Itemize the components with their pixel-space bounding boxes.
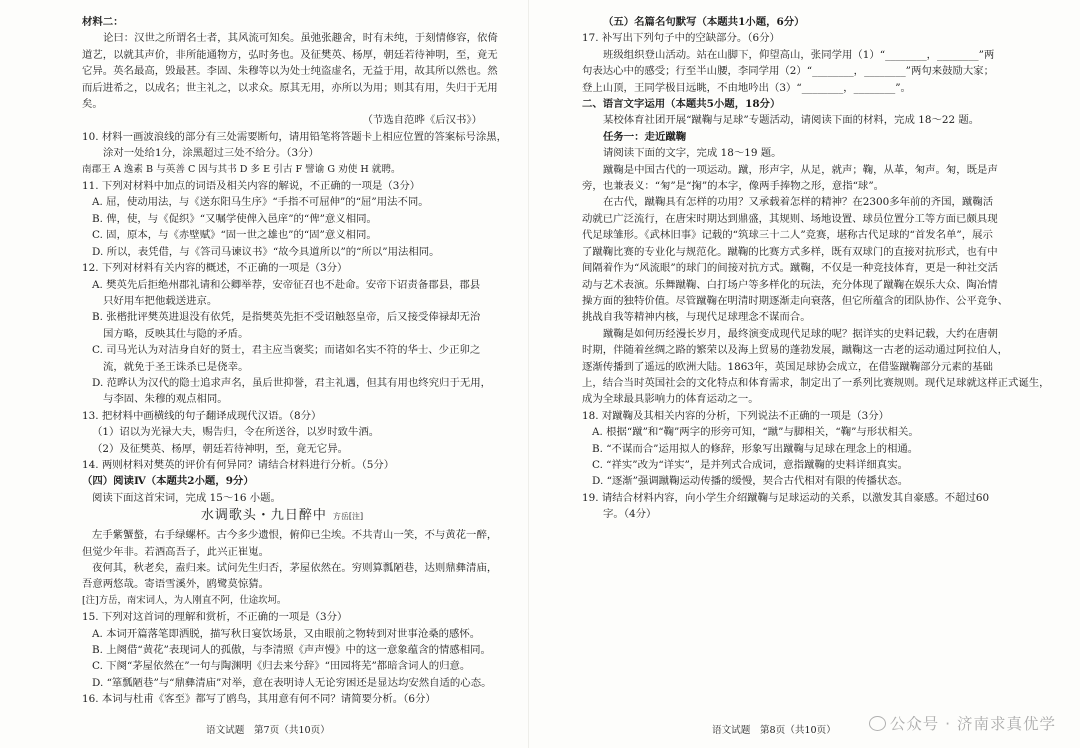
option-line: A. 本词开篇落笔即洒脱，描写秋日宴饮场景，又由眼前之物转到对世事沧桑的感怀。	[92, 627, 481, 640]
passage-line: 旁，也兼表义：“匊”是“掬”的本字，像两手捧物之形，意指“球”。	[582, 180, 885, 193]
option-line: B. 上阕借“黄花”表现词人的孤傲，与李清照《声声慢》中的这一意象蕴含的情感相同。	[92, 644, 491, 657]
passage-line: 动与艺术表演。乐舞蹴鞠、白打场户等多样化的玩法，充分体现了蹴鞠在娱乐大众、陶冶情	[582, 278, 998, 291]
option-line: 与李固、朱穆的观点相同。	[103, 393, 228, 406]
page-fold	[528, 0, 529, 748]
passage-line: 操方面的独特价值。尽管蹴鞠在明清时期逐渐走向衰落，但它所蕴含的团队协作、公平竞争、	[582, 294, 1009, 307]
question-16: 16. 本词与杜甫《客至》都写了鸥鸟，其用意有何不同？请简要分析。（6分）	[82, 693, 436, 706]
question-17-line: 班级组织登山活动。站在山脚下，仰望高山，张同学用（1）“________，________”两	[603, 48, 995, 61]
question-19-line: 字。（4分）	[603, 508, 657, 521]
passage-line: 蹴鞠是如何历经漫长岁月，最终演变成现代足球的呢？据详实的史料记载，大约在唐朝	[603, 327, 998, 340]
passage-line: 蹴鞠是中国古代的一项运动。蹴，形声字，从足，就声；鞠，从革，匊声。匊，既是声	[603, 163, 998, 176]
option-line: C. 下阕“茅屋依然在”一句与陶渊明《归去来兮辞》“田园将芜”都暗含词人的归意。	[92, 660, 471, 673]
section-instructions: 阅读下面这首宋词，完成 15～16 小题。	[92, 491, 281, 504]
translation-item: （1）诏以为光禄大夫，赐告归，令在所送谷，以岁时致牛酒。	[92, 426, 380, 439]
material-line: 而后进希之，以成名；世主礼之，以求众。原其无用，亦所以为用；则其有用，失归于无用	[82, 81, 498, 94]
question-14: 14. 两则材料对樊英的评价有何异同？请结合材料进行分析。（5分）	[82, 458, 395, 471]
poem-line: 夜何其，秋老矣，盍归来。试问先生归否，茅屋依然在。穷则算瓢陋巷，达则鼎彝清庙，	[92, 562, 498, 574]
poem-line: 吾意两悠哉。寄语雪溪外，鸥鹭莫惊猜。	[82, 578, 270, 591]
left-page-footer: 语文试题 第7页（共10页）	[206, 725, 330, 736]
poem-title: 水调歌头・九日醉中 方岳[注]	[200, 508, 364, 524]
option-line: B. “不谋而合”运用拟人的修辞，形象写出蹴鞠与足球在理念上的相通。	[592, 442, 919, 455]
passage-line: 时期，伴随着丝绸之路的繁荣以及海上贸易的蓬勃发展，蹴鞠这一古老的运动通过阿拉伯人，	[582, 344, 1009, 357]
poem-author: 方岳[注]	[332, 512, 364, 522]
question-17-line: 登上山顶，王同学极目远眺，不由地吟出（3）“________，________”。	[582, 81, 911, 94]
passage-line: 间隔着作为“风流眼”的球门的间接对抗方式。蹴鞠，不仅是一种竞技体育，更是一种社交活	[582, 262, 998, 275]
passage-line: 代足球雏形。《武林旧事》记载的“筑球三十二人”竞赛，堪称古代足球的“首发名单”，展示	[582, 229, 993, 242]
option-line: B. 俾，使，与《促织》“又嘱学使俾入邑庠”的“俾”意义相同。	[92, 212, 377, 225]
question-10: 10. 材料一画波浪线的部分有三处需要断句，请用铅笔将答题卡上相应位置的答案标号涂黑，	[82, 130, 508, 143]
passage-line: 了蹴鞠比赛的专业化与规范化。蹴鞠的比赛方式多样，既有双球门的直接对抗形式，也有中	[582, 245, 998, 258]
option-line: A. 屈，使动用法，与《送东阳马生序》“手指不可屈伸”的“屈”用法不同。	[92, 196, 429, 209]
question-18: 18. 对蹴鞠及其相关内容的分析，下列说法不正确的一项是（3分）	[582, 409, 889, 422]
passage-line: 挑战自我等精神内核，与现代足球理念不谋而合。	[582, 311, 811, 324]
poem-note: [注]方岳，南宋词人，为人刚直不阿，仕途坎坷。	[82, 594, 287, 606]
question-10-options: 南郡王 A 逸素 B 与英善 C 因与其书 D 多 E 引古 F 譬谕 G 劝使 H 就聘。	[82, 163, 401, 175]
right-page-column	[582, 14, 1050, 719]
question-13: 13. 把材料中画横线的句子翻译成现代汉语。（8分）	[82, 409, 322, 422]
poem-line: 但觉少年非。若酒高吾子，此兴正崔嵬。	[82, 545, 270, 558]
question-17-line: 句表达心中的感受；行至半山腰，李同学用（2）“________，________”两句来鼓励大家；	[582, 65, 995, 78]
question-17: 17. 补写出下列句子中的空缺部分。（6分）	[582, 32, 780, 45]
right-page-footer: 语文试题 第8页（共10页）	[712, 725, 836, 736]
option-line: B. 张楷批评樊英进退没有依凭，是指樊英先拒不受诏触怒皇帝，后又接受俸禄却无治	[92, 311, 481, 324]
section-4-heading: （四）阅读Ⅳ（本题共2小题，9分）	[82, 475, 254, 488]
watermark-text: 公众号 · 济南求真优学	[889, 715, 1056, 733]
option-line: 流，就免于圣王诛杀已是侥幸。	[103, 360, 249, 373]
option-line: D. 所以，表凭借，与《答司马谏议书》“故今具道所以”的“所以”用法相同。	[92, 245, 440, 258]
activity-intro: 某校体育社团开展“蹴鞠与足球”专题活动，请阅读下面的材料，完成 18～22 题。	[603, 114, 980, 127]
watermark	[869, 712, 1056, 734]
option-line: C. 固，原本，与《赤壁赋》“固一世之雄也”的“固”意义相同。	[92, 229, 377, 242]
material-source: （节选自范晔《后汉书》）	[362, 114, 482, 127]
option-line: D. “箪瓢陋巷”与“鼎彝清庙”对举，意在表明诗人无论穷困还是显达均安然自适的心态。	[92, 676, 492, 689]
question-15: 15. 下列对这首词的理解和赏析，不正确的一项是（3分）	[82, 611, 348, 624]
option-line: C. 司马光认为对洁身自好的贤士，君主应当褒奖；而诸如名实不符的华士、少正卯之	[92, 344, 481, 357]
translation-item: （2）及征樊英、杨厚，朝廷若待神明，至，竟无它异。	[92, 442, 348, 455]
passage-line: 成为全球最具影响力的体育运动之一。	[582, 393, 759, 406]
option-line: D. “逐渐”强调蹴鞠运动传播的缓慢，契合古代相对有限的传播状态。	[592, 475, 909, 488]
material-two-heading: 材料二：	[82, 16, 124, 28]
wechat-icon	[869, 716, 886, 731]
task-instructions: 请阅读下面的文字，完成 18～19 题。	[603, 147, 782, 160]
option-line: A. 樊英先后拒绝州郡礼请和公卿举荐，安帝征召也不赴命。安帝下诏责备郡县，郡县	[92, 278, 481, 291]
poem-line: 左手紫蟹螯，右手绿螺杯。古今多少遗恨，俯仰已尘埃。不共青山一笑，不与黄花一醉，	[92, 529, 498, 542]
part-2-heading: 二、语言文字运用（本题共5小题，18分）	[582, 98, 781, 111]
option-line: 只好用车把他载送进京。	[103, 294, 218, 307]
material-line: 矣。	[82, 98, 103, 111]
question-line: 涂对一处给1分，涂黑超过三处不给分。（3分）	[103, 147, 319, 160]
passage-line: 上，结合当时英国社会的文化特点和体育需求，制定出了一系列比赛规则。现代足球就这样正式诞生，	[582, 376, 1050, 389]
question-11: 11. 下列对材料中加点的词语及相关内容的解说，不正确的一项是（3分）	[82, 180, 421, 193]
option-line: 国方略，反映其仕与隐的矛盾。	[103, 327, 249, 340]
material-line: 论曰：汉世之所谓名士者，其风流可知矣。虽弛张趣舍，时有未纯，于刻情修容，依倚	[103, 32, 498, 45]
passage-line: 逐渐传播到了遥远的欧洲大陆。1863年，英国足球协会成立，在借鉴蹴鞠部分元素的基础	[582, 360, 993, 373]
question-12: 12. 下列对材料有关内容的概述，不正确的一项是（3分）	[82, 262, 348, 275]
option-line: C. “祥实”改为“详实”，是并列式合成词，意指蹴鞠的史料详细真实。	[592, 458, 908, 471]
material-line: 它异。英名最高，毁最甚。李固、朱穆等以为处士纯盗虚名，无益于用，故其所以然也。然	[82, 65, 498, 78]
section-5-heading: （五）名篇名句默写（本题共1小题，6分）	[603, 16, 805, 28]
material-line: 道艺，以就其声价，非所能通物方，弘时务也。及征樊英、杨厚，朝廷若待神明，至，竟无	[82, 48, 498, 61]
option-line: A. 根据“蹴”和“鞠”两字的形旁可知，“蹴”与脚相关，“鞠”与形状相关。	[592, 426, 919, 439]
task-one-heading: 任务一：走近蹴鞠	[603, 130, 687, 143]
option-line: D. 范晔认为汉代的隐士追求声名，虽后世抑誉，君主礼遇，但其有用也终究归于无用，	[92, 376, 492, 389]
passage-line: 在古代，蹴鞠具有怎样的功用？又承载着怎样的精神？在2300多年前的齐国，蹴鞠活	[603, 196, 994, 209]
left-page-column	[82, 14, 508, 719]
question-19: 19. 请结合材料内容，向小学生介绍蹴鞠与足球运动的关系，以激发其自豪感。不超过60	[582, 491, 990, 504]
passage-line: 动就已广泛流行，在唐宋时期达到鼎盛，其规则、场地设置、球员位置分工等方面已颇具现	[582, 212, 998, 225]
